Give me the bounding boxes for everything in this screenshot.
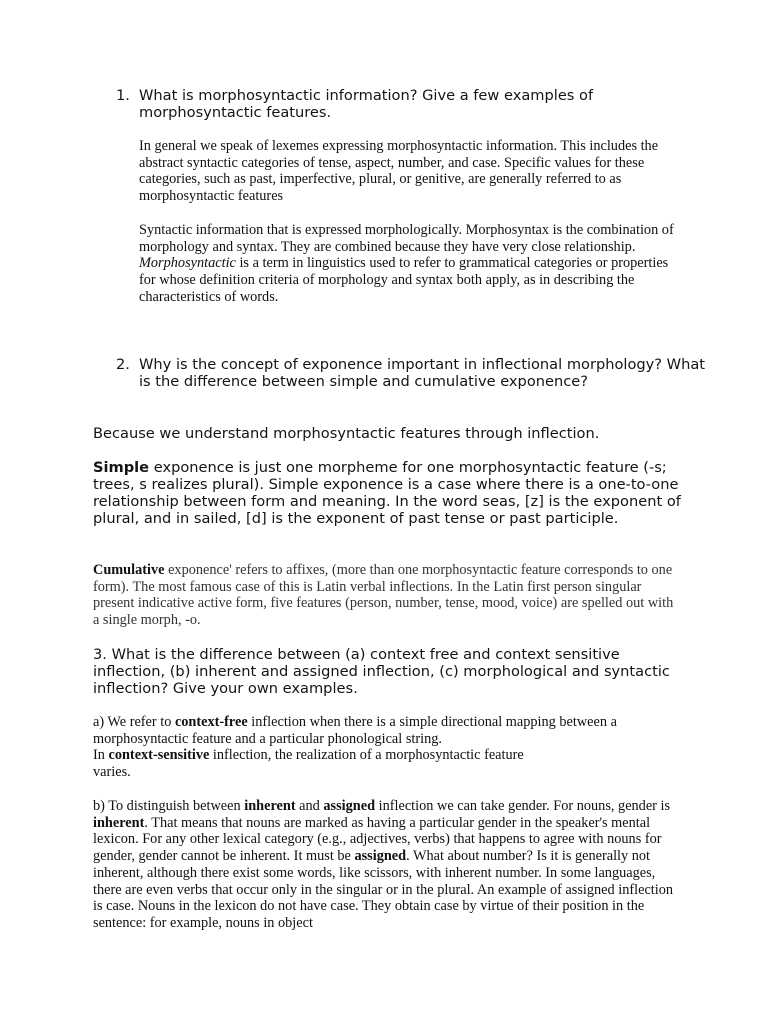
cumulative-text: exponence' refers to affixes, (more than one morphosyntactic feature corresponds to one form). The most famous case of this is Latin verbal inflections. In the Latin first person singular present indicative active form, five features (person, number, tense, mood, voice) are spelled out with a single morph, -o. bbox=[93, 562, 674, 629]
inherent-term-2: inherent bbox=[93, 814, 145, 831]
answer-2-simple-paragraph bbox=[93, 459, 683, 527]
answer-3a-text-2: inflection when there is a simple directional mapping between a morphosyntactic feature and a particular phonological string. bbox=[93, 714, 617, 747]
answer-3b-text-2: and bbox=[295, 798, 324, 814]
question-3-text: 3. What is the difference between (a) context free and context sensitive inflection, (b) inherent and assigned inflection, (c) morphological and syntactic inflection? Give your own examples. bbox=[93, 646, 670, 697]
answer-2-cumulative-paragraph bbox=[93, 562, 683, 629]
answer-3b-text-4: . That means that nouns are marked as having a particular gender in the speaker's mental lexicon. For any other lexical category (e.g., adjectives, verbs) that happens to agree with nouns for gender, gender cannot be inherent. It must be bbox=[93, 814, 662, 865]
answer-3a-text-5: varies. bbox=[93, 764, 131, 781]
answer-1-p2-text-a: Syntactic information that is expressed morphologically. Morphosyntax is the combination of morphology and syntax. They are combined because they have very close relationship. bbox=[139, 222, 674, 255]
answer-1-paragraph-2 bbox=[139, 222, 679, 306]
question-2-number: 2. bbox=[116, 356, 130, 373]
answer-3b-paragraph bbox=[93, 798, 683, 932]
question-1-number: 1. bbox=[116, 87, 130, 104]
simple-text: exponence is just one morpheme for one morphosyntactic feature (-s; trees, s realizes plural). Simple exponence is a case where there is a one-to-one relationship between form and meaning. In the word seas, [z] is the exponent of plural, and in sailed, [d] is the exponent of past tense or past participle. bbox=[93, 459, 681, 527]
question-1-text: What is morphosyntactic information? Give a few examples of morphosyntactic features. bbox=[139, 87, 594, 121]
context-sensitive-term: context-sensitive bbox=[108, 747, 210, 764]
question-2 bbox=[116, 356, 716, 390]
assigned-term: assigned bbox=[323, 798, 376, 814]
answer-3a-text-3: In bbox=[93, 747, 109, 764]
answer-3b-text-3: inflection we can take gender. For nouns, gender is bbox=[375, 798, 671, 814]
question-1 bbox=[116, 87, 716, 121]
inherent-term: inherent bbox=[244, 798, 296, 814]
answer-3a-paragraph bbox=[93, 714, 683, 781]
answer-3b-text-1: b) To distinguish between bbox=[93, 798, 245, 814]
assigned-term-2: assigned bbox=[354, 848, 407, 865]
answer-2-intro: Because we understand morphosyntactic features through inflection. bbox=[93, 425, 600, 442]
simple-term: Simple bbox=[93, 459, 150, 476]
context-free-term: context-free bbox=[174, 714, 248, 730]
answer-1-p2-text-b: is a term in linguistics used to refer to grammatical categories or properties for whose definition criteria of morphology and syntax both apply, as in describing the characteristics of words. bbox=[139, 255, 669, 305]
answer-3b-text-5: . What about number? Is it is generally not inherent, although there exist some words, like scissors, with inherent number. In some languages, there are even verbs that occur only in the singular or in the plural. An example of assigned inflection is case. Nouns in the lexicon do not have case. They obtain case by virtue of their position in the sentence: for example, nouns in object bbox=[93, 848, 674, 931]
answer-3a-text-1: a) We refer to bbox=[93, 714, 175, 730]
question-2-text: Why is the concept of exponence important in inflectional morphology? What is the difference between simple and cumulative exponence? bbox=[139, 356, 706, 390]
answer-1-paragraph-1: In general we speak of lexemes expressing morphosyntactic information. This includes the abstract syntactic categories of tense, aspect, number, and case. Specific values for these categories, such as past, imperfective, plural, or genitive, are generally referred to as morphosyntactic features bbox=[139, 138, 659, 205]
answer-3a-text-4: inflection, the realization of a morphosyntactic feature bbox=[209, 747, 524, 764]
answer-1-p2-italic-term: Morphosyntactic bbox=[139, 255, 236, 272]
cumulative-term: Cumulative bbox=[93, 562, 165, 578]
